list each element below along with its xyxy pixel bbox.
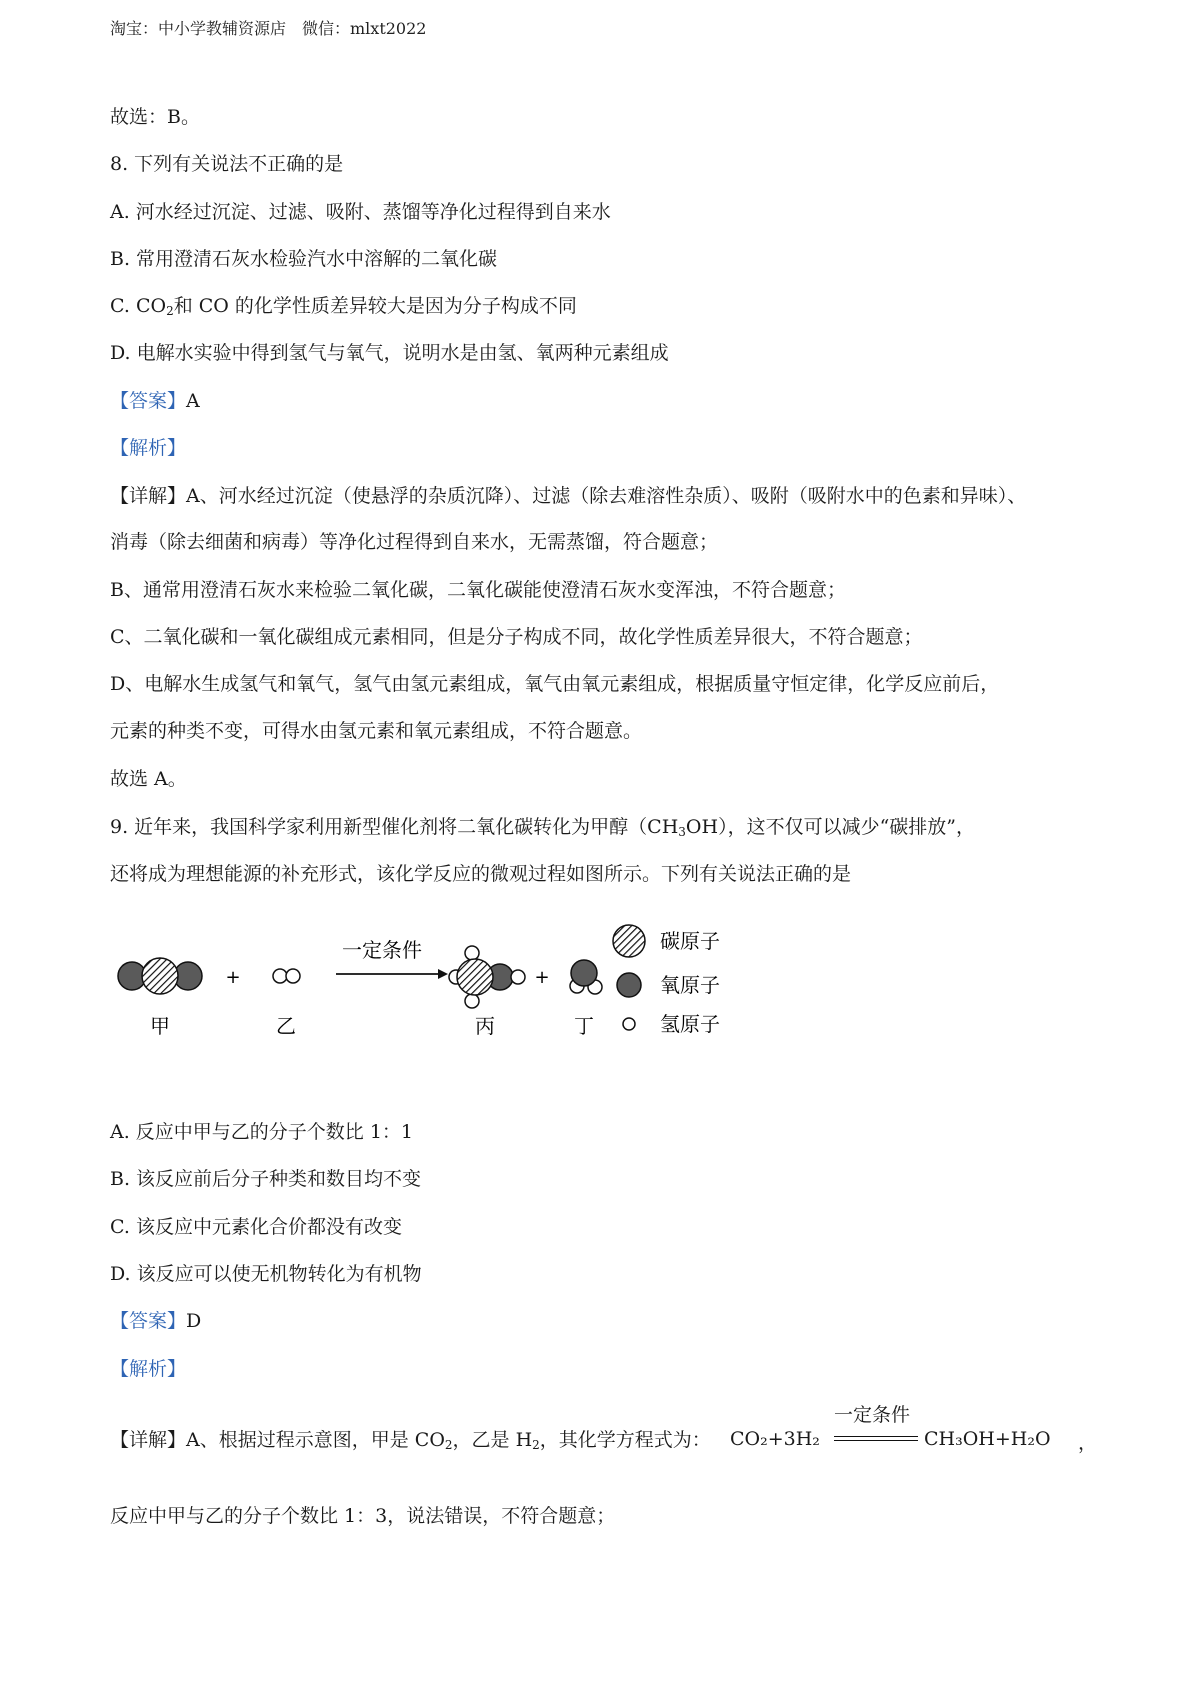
molecule-jia	[118, 958, 202, 994]
legend-oxygen: 氧原子	[660, 973, 720, 997]
reaction-arrow-icon	[336, 969, 448, 979]
q9-answer	[110, 1309, 201, 1333]
q9-detail-a-pre: A、根据过程示意图，甲是 CO	[186, 1429, 445, 1451]
q8-detail-a2: 消毒（除去细菌和病毒）等净化过程得到自来水，无需蒸馏，符合题意；	[110, 531, 719, 553]
arrow-condition: 一定条件	[342, 938, 422, 962]
q9-option-c: C. 该反应中元素化合价都没有改变	[110, 1216, 402, 1238]
q9-detail-a2: 反应中甲与乙的分子个数比 1：3，说法错误，不符合题意；	[110, 1505, 616, 1527]
q9-detail-a-post: ，其化学方程式为：	[539, 1429, 711, 1451]
q8-detail-d2: 元素的种类不变，可得水由氢元素和氧元素组成，不符合题意。	[110, 720, 643, 742]
q8-option-b: B. 常用澄清石灰水检验汽水中溶解的二氧化碳	[110, 248, 498, 270]
q9-analysis-tag: 【解析】	[110, 1358, 187, 1380]
q8-option-a: A. 河水经过沉淀、过滤、吸附、蒸馏等净化过程得到自来水	[110, 201, 611, 223]
q8-detail-a1	[110, 484, 1026, 508]
q9-stem-pre: 9. 近年来，我国科学家利用新型催化剂将二氧化碳转化为甲醇（CH	[110, 816, 679, 838]
q8-detail-b: B、通常用澄清石灰水来检验二氧化碳，二氧化碳能使澄清石灰水变浑浊，不符合题意；	[110, 579, 846, 601]
equation-line-top	[834, 1436, 918, 1437]
q9-detail-a-sub1: 2	[444, 1438, 453, 1452]
q9-option-d: D. 该反应可以使无机物转化为有机物	[110, 1263, 422, 1285]
legend	[613, 925, 720, 1036]
prev-conclusion: 故选：B。	[110, 106, 200, 128]
legend-hydrogen: 氢原子	[660, 1012, 720, 1036]
q8-option-d: D. 电解水实验中得到氢气与氧气，说明水是由氢、氧两种元素组成	[110, 342, 669, 364]
q8-answer-tag: 【答案】	[110, 390, 187, 412]
q9-detail-a1	[110, 1428, 711, 1452]
equation-condition: 一定条件	[834, 1404, 911, 1426]
q8-option-c	[110, 294, 577, 318]
q9-answer-value: D	[186, 1310, 202, 1332]
label-jia: 甲	[150, 1014, 170, 1038]
molecule-ding	[570, 960, 602, 994]
q8-answer	[110, 389, 200, 413]
q8-detail-c: C、二氧化碳和一氧化碳组成元素相同，但是分子构成不同，故化学性质差异很大，不符合题意；	[110, 626, 923, 648]
q8-stem: 8. 下列有关说法不正确的是	[110, 153, 344, 175]
reaction-diagram	[100, 905, 800, 1065]
legend-carbon: 碳原子	[660, 929, 720, 953]
q9-stem-post: OH），这不仅可以减少“碳排放”，	[685, 816, 975, 838]
equation-left: CO₂+3H₂	[730, 1428, 820, 1450]
q8-conclusion: 故选 A。	[110, 768, 187, 790]
watermark-header: 淘宝：中小学教辅资源店 微信：mlxt2022	[110, 19, 427, 38]
q9-detail-a-mid: ，乙是 H	[452, 1429, 533, 1451]
q8-option-c-sub: 2	[166, 304, 174, 318]
q8-detail-a1-text: A、河水经过沉淀（使悬浮的杂质沉降）、过滤（除去难溶性杂质）、吸附（吸附水中的色素和异味）、	[186, 485, 1027, 507]
molecule-yi	[273, 969, 300, 983]
label-bing: 丙	[475, 1014, 495, 1038]
chemical-equation	[730, 1396, 1100, 1456]
equation-tail: ，	[1078, 1432, 1098, 1454]
q8-option-c-post: 和 CO 的化学性质差异较大是因为分子构成不同	[173, 295, 577, 317]
plus-sign-2: +	[534, 967, 550, 988]
q8-option-c-pre: C. CO	[110, 295, 167, 317]
oxygen-legend-icon	[617, 973, 641, 997]
q9-option-b: B. 该反应前后分子种类和数目均不变	[110, 1168, 422, 1190]
equation-line-bottom	[834, 1440, 918, 1441]
label-yi: 乙	[276, 1014, 296, 1038]
q9-option-a: A. 反应中甲与乙的分子个数比 1：1	[110, 1121, 414, 1143]
q8-detail-tag: 【详解】	[110, 485, 187, 507]
q8-analysis-tag: 【解析】	[110, 437, 187, 459]
q9-detail-tag: 【详解】	[110, 1429, 187, 1451]
hydrogen-legend-icon	[623, 1018, 635, 1030]
q9-stem-line2: 还将成为理想能源的补充形式，该化学反应的微观过程如图所示。下列有关说法正确的是	[110, 863, 852, 885]
q9-stem-line1	[110, 815, 975, 839]
carbon-legend-icon	[613, 925, 645, 957]
equation-right: CH₃OH+H₂O	[924, 1428, 1051, 1450]
q8-detail-d1: D、电解水生成氢气和氧气，氢气由氢元素组成，氧气由氧元素组成，根据质量守恒定律，化学反应前后，	[110, 673, 1000, 695]
q9-detail-a-sub2: 2	[532, 1438, 540, 1452]
molecule-bing	[449, 946, 525, 1008]
q9-answer-tag: 【答案】	[110, 1310, 187, 1332]
q8-answer-value: A	[186, 390, 200, 412]
plus-sign-1: +	[225, 967, 241, 988]
label-ding: 丁	[574, 1014, 594, 1038]
q9-stem-sub: 3	[678, 825, 686, 839]
